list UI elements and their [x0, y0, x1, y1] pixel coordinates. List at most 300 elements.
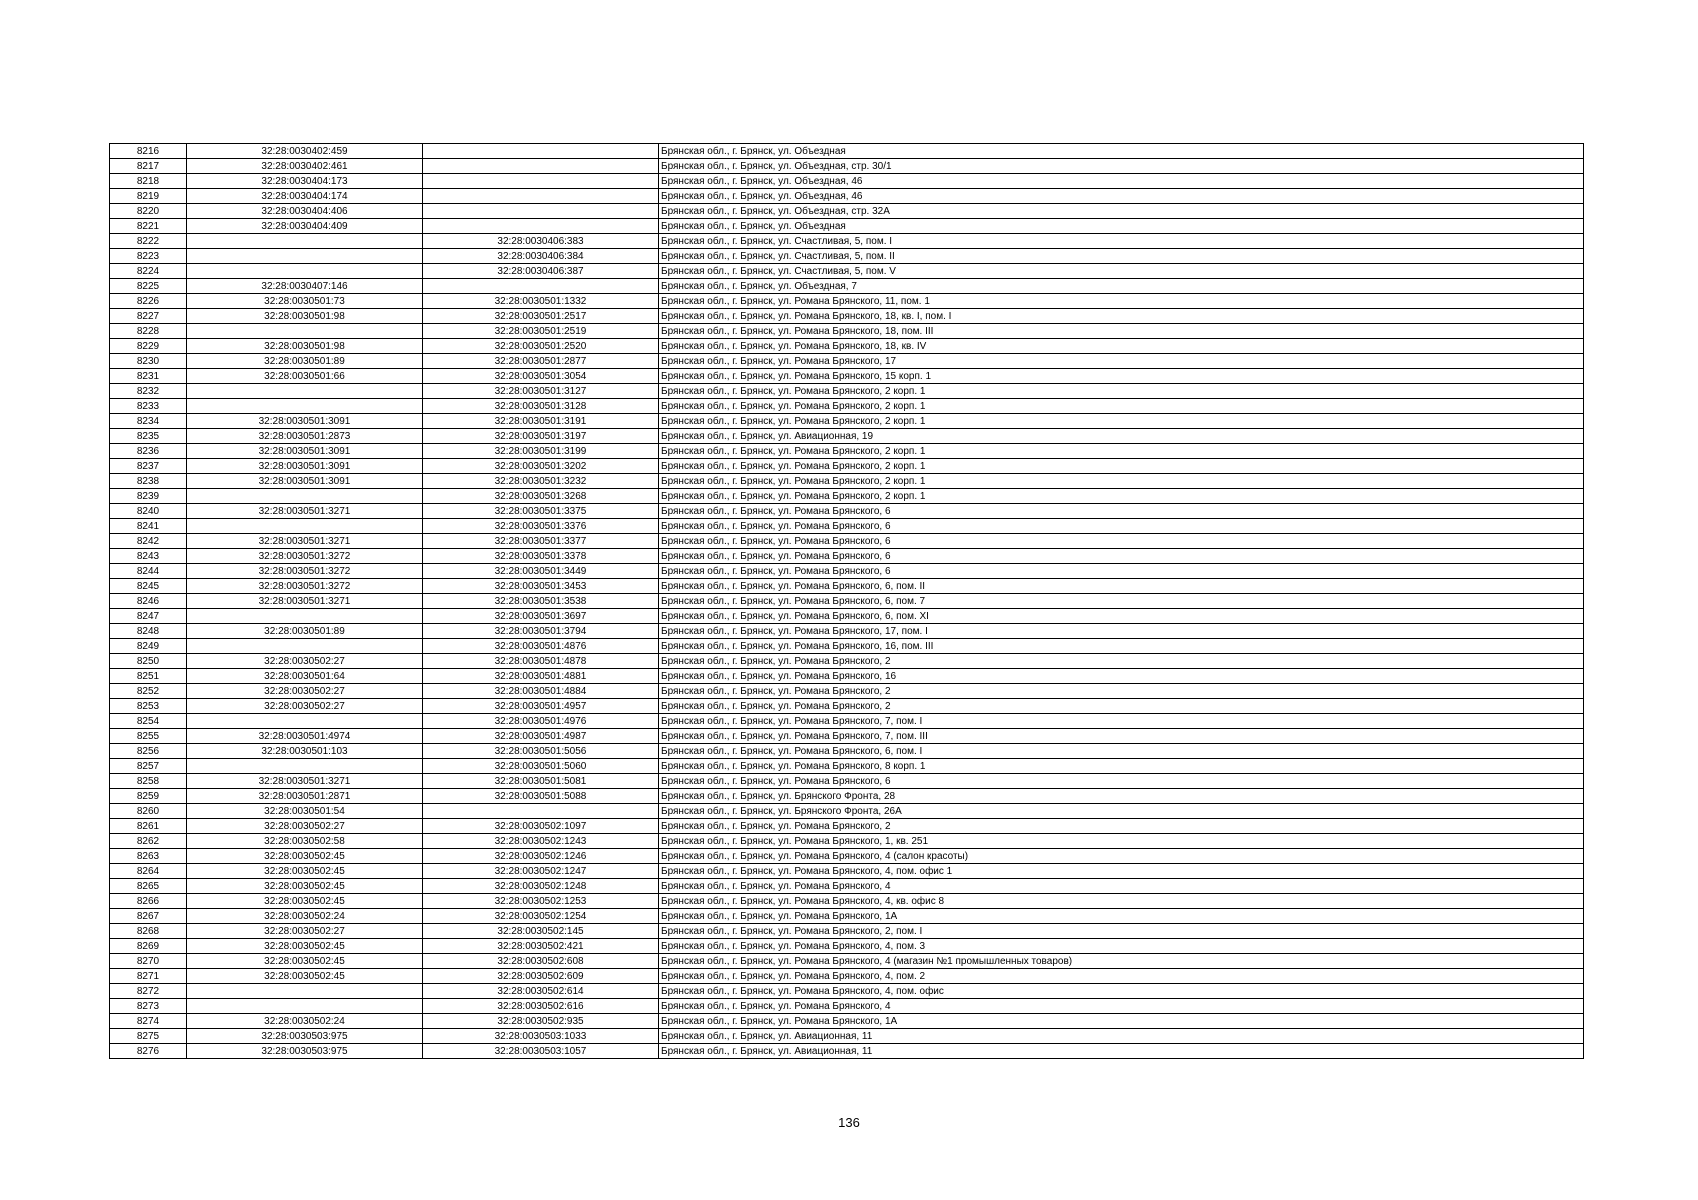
land-cadastral-number-cell: [187, 984, 423, 999]
land-cadastral-number-cell: 32:28:0030501:2873: [187, 429, 423, 444]
row-number-cell: 8233: [110, 399, 187, 414]
address-cell: Брянская обл., г. Брянск, ул. Объездная, 7: [659, 279, 1584, 294]
records-table-body: [110, 144, 1584, 1059]
object-cadastral-number-cell: 32:28:0030501:3794: [423, 624, 659, 639]
object-cadastral-number-cell: 32:28:0030501:4987: [423, 729, 659, 744]
address-cell: Брянская обл., г. Брянск, ул. Романа Брянского, 4, пом. офис 1: [659, 864, 1584, 879]
row-number-cell: 8265: [110, 879, 187, 894]
object-cadastral-number-cell: 32:28:0030501:2877: [423, 354, 659, 369]
land-cadastral-number-cell: [187, 639, 423, 654]
address-cell: Брянская обл., г. Брянск, ул. Романа Брянского, 18, пом. III: [659, 324, 1584, 339]
address-cell: Брянская обл., г. Брянск, ул. Романа Брянского, 2: [659, 819, 1584, 834]
address-cell: Брянская обл., г. Брянск, ул. Романа Брянского, 2 корп. 1: [659, 414, 1584, 429]
table-row: [110, 399, 1584, 414]
address-cell: Брянская обл., г. Брянск, ул. Романа Брянского, 4, пом. 3: [659, 939, 1584, 954]
table-row: [110, 954, 1584, 969]
land-cadastral-number-cell: 32:28:0030502:27: [187, 924, 423, 939]
land-cadastral-number-cell: 32:28:0030501:3272: [187, 549, 423, 564]
row-number-cell: 8268: [110, 924, 187, 939]
table-row: [110, 684, 1584, 699]
object-cadastral-number-cell: 32:28:0030501:3378: [423, 549, 659, 564]
table-row: [110, 504, 1584, 519]
address-cell: Брянская обл., г. Брянск, ул. Счастливая, 5, пом. I: [659, 234, 1584, 249]
row-number-cell: 8235: [110, 429, 187, 444]
table-row: [110, 909, 1584, 924]
table-row: [110, 1014, 1584, 1029]
object-cadastral-number-cell: 32:28:0030501:4957: [423, 699, 659, 714]
address-cell: Брянская обл., г. Брянск, ул. Романа Брянского, 2 корп. 1: [659, 459, 1584, 474]
table-row: [110, 759, 1584, 774]
object-cadastral-number-cell: 32:28:0030501:3127: [423, 384, 659, 399]
table-row: [110, 564, 1584, 579]
object-cadastral-number-cell: 32:28:0030501:4876: [423, 639, 659, 654]
address-cell: Брянская обл., г. Брянск, ул. Романа Брянского, 6, пом. I: [659, 744, 1584, 759]
object-cadastral-number-cell: 32:28:0030503:1033: [423, 1029, 659, 1044]
object-cadastral-number-cell: 32:28:0030502:1254: [423, 909, 659, 924]
address-cell: Брянская обл., г. Брянск, ул. Объездная, 46: [659, 174, 1584, 189]
land-cadastral-number-cell: 32:28:0030501:3091: [187, 474, 423, 489]
row-number-cell: 8223: [110, 249, 187, 264]
table-row: [110, 324, 1584, 339]
address-cell: Брянская обл., г. Брянск, ул. Романа Брянского, 4, пом. 2: [659, 969, 1584, 984]
table-row: [110, 774, 1584, 789]
row-number-cell: 8246: [110, 594, 187, 609]
row-number-cell: 8251: [110, 669, 187, 684]
row-number-cell: 8220: [110, 204, 187, 219]
object-cadastral-number-cell: 32:28:0030406:383: [423, 234, 659, 249]
land-cadastral-number-cell: [187, 519, 423, 534]
address-cell: Брянская обл., г. Брянск, ул. Брянского Фронта, 26А: [659, 804, 1584, 819]
land-cadastral-number-cell: 32:28:0030503:975: [187, 1029, 423, 1044]
table-row: [110, 234, 1584, 249]
row-number-cell: 8229: [110, 339, 187, 354]
land-cadastral-number-cell: [187, 399, 423, 414]
address-cell: Брянская обл., г. Брянск, ул. Романа Брянского, 1А: [659, 1014, 1584, 1029]
address-cell: Брянская обл., г. Брянск, ул. Объездная, стр. 30/1: [659, 159, 1584, 174]
row-number-cell: 8260: [110, 804, 187, 819]
row-number-cell: 8245: [110, 579, 187, 594]
table-row: [110, 429, 1584, 444]
object-cadastral-number-cell: 32:28:0030501:3449: [423, 564, 659, 579]
row-number-cell: 8224: [110, 264, 187, 279]
land-cadastral-number-cell: 32:28:0030404:409: [187, 219, 423, 234]
land-cadastral-number-cell: 32:28:0030502:58: [187, 834, 423, 849]
land-cadastral-number-cell: 32:28:0030501:103: [187, 744, 423, 759]
row-number-cell: 8276: [110, 1044, 187, 1059]
land-cadastral-number-cell: 32:28:0030501:3091: [187, 444, 423, 459]
row-number-cell: 8249: [110, 639, 187, 654]
land-cadastral-number-cell: 32:28:0030501:3271: [187, 594, 423, 609]
land-cadastral-number-cell: 32:28:0030501:3091: [187, 459, 423, 474]
object-cadastral-number-cell: 32:28:0030502:421: [423, 939, 659, 954]
table-row: [110, 789, 1584, 804]
land-cadastral-number-cell: 32:28:0030502:27: [187, 699, 423, 714]
land-cadastral-number-cell: [187, 324, 423, 339]
object-cadastral-number-cell: 32:28:0030501:3268: [423, 489, 659, 504]
address-cell: Брянская обл., г. Брянск, ул. Романа Брянского, 2 корп. 1: [659, 444, 1584, 459]
object-cadastral-number-cell: [423, 204, 659, 219]
table-row: [110, 579, 1584, 594]
address-cell: Брянская обл., г. Брянск, ул. Романа Брянского, 6: [659, 519, 1584, 534]
table-row: [110, 219, 1584, 234]
land-cadastral-number-cell: 32:28:0030501:3091: [187, 414, 423, 429]
land-cadastral-number-cell: 32:28:0030502:45: [187, 894, 423, 909]
row-number-cell: 8258: [110, 774, 187, 789]
row-number-cell: 8270: [110, 954, 187, 969]
address-cell: Брянская обл., г. Брянск, ул. Романа Брянского, 4 (салон красоты): [659, 849, 1584, 864]
address-cell: Брянская обл., г. Брянск, ул. Брянского Фронта, 28: [659, 789, 1584, 804]
land-cadastral-number-cell: [187, 999, 423, 1014]
row-number-cell: 8234: [110, 414, 187, 429]
object-cadastral-number-cell: 32:28:0030502:608: [423, 954, 659, 969]
land-cadastral-number-cell: 32:28:0030502:27: [187, 819, 423, 834]
row-number-cell: 8222: [110, 234, 187, 249]
address-cell: Брянская обл., г. Брянск, ул. Авиационная, 19: [659, 429, 1584, 444]
address-cell: Брянская обл., г. Брянск, ул. Романа Брянского, 8 корп. 1: [659, 759, 1584, 774]
address-cell: Брянская обл., г. Брянск, ул. Романа Брянского, 4 (магазин №1 промышленных товаров): [659, 954, 1584, 969]
table-row: [110, 654, 1584, 669]
table-row: [110, 339, 1584, 354]
address-cell: Брянская обл., г. Брянск, ул. Романа Брянского, 6, пом. II: [659, 579, 1584, 594]
row-number-cell: 8254: [110, 714, 187, 729]
land-cadastral-number-cell: 32:28:0030404:174: [187, 189, 423, 204]
table-row: [110, 879, 1584, 894]
object-cadastral-number-cell: 32:28:0030501:2520: [423, 339, 659, 354]
row-number-cell: 8219: [110, 189, 187, 204]
table-row: [110, 174, 1584, 189]
land-cadastral-number-cell: 32:28:0030501:3272: [187, 564, 423, 579]
table-row: [110, 309, 1584, 324]
table-row: [110, 864, 1584, 879]
object-cadastral-number-cell: 32:28:0030501:3202: [423, 459, 659, 474]
object-cadastral-number-cell: 32:28:0030501:5060: [423, 759, 659, 774]
address-cell: Брянская обл., г. Брянск, ул. Романа Брянского, 6: [659, 564, 1584, 579]
row-number-cell: 8262: [110, 834, 187, 849]
table-row: [110, 204, 1584, 219]
object-cadastral-number-cell: 32:28:0030501:5081: [423, 774, 659, 789]
row-number-cell: 8263: [110, 849, 187, 864]
address-cell: Брянская обл., г. Брянск, ул. Романа Брянского, 16: [659, 669, 1584, 684]
row-number-cell: 8218: [110, 174, 187, 189]
object-cadastral-number-cell: 32:28:0030501:3232: [423, 474, 659, 489]
table-row: [110, 1029, 1584, 1044]
object-cadastral-number-cell: 32:28:0030502:1248: [423, 879, 659, 894]
table-row: [110, 969, 1584, 984]
land-cadastral-number-cell: [187, 234, 423, 249]
row-number-cell: 8252: [110, 684, 187, 699]
address-cell: Брянская обл., г. Брянск, ул. Романа Брянского, 4: [659, 879, 1584, 894]
address-cell: Брянская обл., г. Брянск, ул. Романа Брянского, 4, кв. офис 8: [659, 894, 1584, 909]
address-cell: Брянская обл., г. Брянск, ул. Романа Брянского, 1А: [659, 909, 1584, 924]
table-row: [110, 294, 1584, 309]
object-cadastral-number-cell: [423, 159, 659, 174]
row-number-cell: 8272: [110, 984, 187, 999]
table-row: [110, 939, 1584, 954]
object-cadastral-number-cell: 32:28:0030501:3377: [423, 534, 659, 549]
land-cadastral-number-cell: [187, 489, 423, 504]
address-cell: Брянская обл., г. Брянск, ул. Романа Брянского, 2 корп. 1: [659, 399, 1584, 414]
land-cadastral-number-cell: 32:28:0030502:45: [187, 879, 423, 894]
address-cell: Брянская обл., г. Брянск, ул. Романа Брянского, 6: [659, 504, 1584, 519]
land-cadastral-number-cell: 32:28:0030502:45: [187, 849, 423, 864]
object-cadastral-number-cell: 32:28:0030501:4881: [423, 669, 659, 684]
row-number-cell: 8231: [110, 369, 187, 384]
object-cadastral-number-cell: 32:28:0030502:1246: [423, 849, 659, 864]
table-row: [110, 519, 1584, 534]
address-cell: Брянская обл., г. Брянск, ул. Романа Брянского, 1, кв. 251: [659, 834, 1584, 849]
address-cell: Брянская обл., г. Брянск, ул. Объездная: [659, 219, 1584, 234]
address-cell: Брянская обл., г. Брянск, ул. Романа Брянского, 2: [659, 684, 1584, 699]
address-cell: Брянская обл., г. Брянск, ул. Авиационная, 11: [659, 1029, 1584, 1044]
row-number-cell: 8228: [110, 324, 187, 339]
table-row: [110, 594, 1584, 609]
address-cell: Брянская обл., г. Брянск, ул. Романа Брянского, 18, кв. IV: [659, 339, 1584, 354]
table-row: [110, 549, 1584, 564]
address-cell: Брянская обл., г. Брянск, ул. Романа Брянского, 6: [659, 534, 1584, 549]
row-number-cell: 8221: [110, 219, 187, 234]
table-row: [110, 384, 1584, 399]
address-cell: Брянская обл., г. Брянск, ул. Романа Брянского, 17, пом. I: [659, 624, 1584, 639]
row-number-cell: 8269: [110, 939, 187, 954]
land-cadastral-number-cell: 32:28:0030501:54: [187, 804, 423, 819]
table-row: [110, 444, 1584, 459]
row-number-cell: 8274: [110, 1014, 187, 1029]
land-cadastral-number-cell: 32:28:0030407:146: [187, 279, 423, 294]
table-row: [110, 189, 1584, 204]
object-cadastral-number-cell: [423, 189, 659, 204]
table-row: [110, 984, 1584, 999]
address-cell: Брянская обл., г. Брянск, ул. Объездная, стр. 32А: [659, 204, 1584, 219]
address-cell: Брянская обл., г. Брянск, ул. Романа Брянского, 7, пом. III: [659, 729, 1584, 744]
land-cadastral-number-cell: [187, 759, 423, 774]
table-row: [110, 369, 1584, 384]
table-row: [110, 639, 1584, 654]
address-cell: Брянская обл., г. Брянск, ул. Счастливая, 5, пом. V: [659, 264, 1584, 279]
address-cell: Брянская обл., г. Брянск, ул. Романа Брянского, 6: [659, 774, 1584, 789]
land-cadastral-number-cell: 32:28:0030502:45: [187, 969, 423, 984]
address-cell: Брянская обл., г. Брянск, ул. Романа Брянского, 16, пом. III: [659, 639, 1584, 654]
object-cadastral-number-cell: 32:28:0030501:4884: [423, 684, 659, 699]
row-number-cell: 8256: [110, 744, 187, 759]
row-number-cell: 8257: [110, 759, 187, 774]
address-cell: Брянская обл., г. Брянск, ул. Объездная, 46: [659, 189, 1584, 204]
address-cell: Брянская обл., г. Брянск, ул. Романа Брянского, 11, пом. 1: [659, 294, 1584, 309]
object-cadastral-number-cell: 32:28:0030501:2519: [423, 324, 659, 339]
object-cadastral-number-cell: 32:28:0030501:1332: [423, 294, 659, 309]
table-row: [110, 714, 1584, 729]
row-number-cell: 8237: [110, 459, 187, 474]
address-cell: Брянская обл., г. Брянск, ул. Романа Брянского, 2: [659, 654, 1584, 669]
row-number-cell: 8227: [110, 309, 187, 324]
land-cadastral-number-cell: 32:28:0030404:406: [187, 204, 423, 219]
row-number-cell: 8266: [110, 894, 187, 909]
land-cadastral-number-cell: 32:28:0030501:73: [187, 294, 423, 309]
records-table: [109, 143, 1584, 1059]
object-cadastral-number-cell: 32:28:0030501:5056: [423, 744, 659, 759]
object-cadastral-number-cell: 32:28:0030502:616: [423, 999, 659, 1014]
row-number-cell: 8216: [110, 144, 187, 159]
land-cadastral-number-cell: [187, 249, 423, 264]
table-row: [110, 459, 1584, 474]
address-cell: Брянская обл., г. Брянск, ул. Романа Брянского, 6: [659, 549, 1584, 564]
land-cadastral-number-cell: 32:28:0030501:66: [187, 369, 423, 384]
land-cadastral-number-cell: 32:28:0030402:461: [187, 159, 423, 174]
land-cadastral-number-cell: 32:28:0030503:975: [187, 1044, 423, 1059]
row-number-cell: 8217: [110, 159, 187, 174]
address-cell: Брянская обл., г. Брянск, ул. Объездная: [659, 144, 1584, 159]
address-cell: Брянская обл., г. Брянск, ул. Романа Брянского, 18, кв. I, пом. I: [659, 309, 1584, 324]
table-row: [110, 1044, 1584, 1059]
land-cadastral-number-cell: 32:28:0030402:459: [187, 144, 423, 159]
object-cadastral-number-cell: 32:28:0030406:387: [423, 264, 659, 279]
land-cadastral-number-cell: [187, 609, 423, 624]
row-number-cell: 8239: [110, 489, 187, 504]
address-cell: Брянская обл., г. Брянск, ул. Романа Брянского, 7, пом. I: [659, 714, 1584, 729]
table-row: [110, 999, 1584, 1014]
object-cadastral-number-cell: 32:28:0030501:3191: [423, 414, 659, 429]
object-cadastral-number-cell: 32:28:0030501:3128: [423, 399, 659, 414]
table-row: [110, 699, 1584, 714]
object-cadastral-number-cell: 32:28:0030502:1247: [423, 864, 659, 879]
object-cadastral-number-cell: 32:28:0030501:3199: [423, 444, 659, 459]
land-cadastral-number-cell: 32:28:0030501:3271: [187, 504, 423, 519]
land-cadastral-number-cell: 32:28:0030502:45: [187, 939, 423, 954]
object-cadastral-number-cell: [423, 144, 659, 159]
row-number-cell: 8255: [110, 729, 187, 744]
object-cadastral-number-cell: 32:28:0030406:384: [423, 249, 659, 264]
land-cadastral-number-cell: [187, 264, 423, 279]
object-cadastral-number-cell: [423, 174, 659, 189]
row-number-cell: 8271: [110, 969, 187, 984]
land-cadastral-number-cell: [187, 714, 423, 729]
land-cadastral-number-cell: 32:28:0030404:173: [187, 174, 423, 189]
row-number-cell: 8243: [110, 549, 187, 564]
table-row: [110, 624, 1584, 639]
table-row: [110, 744, 1584, 759]
table-row: [110, 489, 1584, 504]
object-cadastral-number-cell: 32:28:0030501:3197: [423, 429, 659, 444]
row-number-cell: 8264: [110, 864, 187, 879]
land-cadastral-number-cell: 32:28:0030502:45: [187, 864, 423, 879]
object-cadastral-number-cell: 32:28:0030501:3375: [423, 504, 659, 519]
table-row: [110, 819, 1584, 834]
table-row: [110, 144, 1584, 159]
row-number-cell: 8253: [110, 699, 187, 714]
object-cadastral-number-cell: 32:28:0030501:5088: [423, 789, 659, 804]
land-cadastral-number-cell: 32:28:0030501:3271: [187, 774, 423, 789]
table-row: [110, 609, 1584, 624]
table-row: [110, 534, 1584, 549]
object-cadastral-number-cell: 32:28:0030501:3453: [423, 579, 659, 594]
row-number-cell: 8267: [110, 909, 187, 924]
address-cell: Брянская обл., г. Брянск, ул. Романа Брянского, 2 корп. 1: [659, 489, 1584, 504]
row-number-cell: 8248: [110, 624, 187, 639]
object-cadastral-number-cell: 32:28:0030502:935: [423, 1014, 659, 1029]
land-cadastral-number-cell: 32:28:0030502:27: [187, 654, 423, 669]
table-row: [110, 249, 1584, 264]
row-number-cell: 8275: [110, 1029, 187, 1044]
address-cell: Брянская обл., г. Брянск, ул. Романа Брянского, 6, пом. XI: [659, 609, 1584, 624]
address-cell: Брянская обл., г. Брянск, ул. Романа Брянского, 4: [659, 999, 1584, 1014]
row-number-cell: 8232: [110, 384, 187, 399]
table-row: [110, 729, 1584, 744]
table-row: [110, 159, 1584, 174]
land-cadastral-number-cell: 32:28:0030502:45: [187, 954, 423, 969]
row-number-cell: 8240: [110, 504, 187, 519]
object-cadastral-number-cell: [423, 804, 659, 819]
object-cadastral-number-cell: 32:28:0030502:1097: [423, 819, 659, 834]
table-row: [110, 849, 1584, 864]
land-cadastral-number-cell: 32:28:0030501:89: [187, 624, 423, 639]
address-cell: Брянская обл., г. Брянск, ул. Счастливая, 5, пом. II: [659, 249, 1584, 264]
land-cadastral-number-cell: 32:28:0030501:89: [187, 354, 423, 369]
object-cadastral-number-cell: 32:28:0030502:145: [423, 924, 659, 939]
object-cadastral-number-cell: 32:28:0030501:3376: [423, 519, 659, 534]
row-number-cell: 8226: [110, 294, 187, 309]
row-number-cell: 8230: [110, 354, 187, 369]
land-cadastral-number-cell: 32:28:0030502:24: [187, 909, 423, 924]
object-cadastral-number-cell: 32:28:0030501:3054: [423, 369, 659, 384]
table-row: [110, 474, 1584, 489]
row-number-cell: 8236: [110, 444, 187, 459]
object-cadastral-number-cell: [423, 279, 659, 294]
object-cadastral-number-cell: 32:28:0030501:4976: [423, 714, 659, 729]
address-cell: Брянская обл., г. Брянск, ул. Романа Брянского, 17: [659, 354, 1584, 369]
land-cadastral-number-cell: 32:28:0030501:3271: [187, 534, 423, 549]
address-cell: Брянская обл., г. Брянск, ул. Романа Брянского, 2 корп. 1: [659, 474, 1584, 489]
table-row: [110, 414, 1584, 429]
object-cadastral-number-cell: 32:28:0030503:1057: [423, 1044, 659, 1059]
address-cell: Брянская обл., г. Брянск, ул. Романа Брянского, 6, пом. 7: [659, 594, 1584, 609]
object-cadastral-number-cell: 32:28:0030502:1253: [423, 894, 659, 909]
row-number-cell: 8242: [110, 534, 187, 549]
table-row: [110, 894, 1584, 909]
address-cell: Брянская обл., г. Брянск, ул. Романа Брянского, 2: [659, 699, 1584, 714]
object-cadastral-number-cell: 32:28:0030502:614: [423, 984, 659, 999]
row-number-cell: 8244: [110, 564, 187, 579]
table-row: [110, 354, 1584, 369]
address-cell: Брянская обл., г. Брянск, ул. Романа Брянского, 2 корп. 1: [659, 384, 1584, 399]
land-cadastral-number-cell: 32:28:0030502:24: [187, 1014, 423, 1029]
object-cadastral-number-cell: [423, 219, 659, 234]
row-number-cell: 8273: [110, 999, 187, 1014]
row-number-cell: 8241: [110, 519, 187, 534]
object-cadastral-number-cell: 32:28:0030501:3697: [423, 609, 659, 624]
row-number-cell: 8238: [110, 474, 187, 489]
object-cadastral-number-cell: 32:28:0030502:609: [423, 969, 659, 984]
land-cadastral-number-cell: 32:28:0030501:64: [187, 669, 423, 684]
row-number-cell: 8247: [110, 609, 187, 624]
table-row: [110, 834, 1584, 849]
land-cadastral-number-cell: 32:28:0030501:4974: [187, 729, 423, 744]
table-row: [110, 804, 1584, 819]
land-cadastral-number-cell: 32:28:0030501:3272: [187, 579, 423, 594]
object-cadastral-number-cell: 32:28:0030501:4878: [423, 654, 659, 669]
table-row: [110, 279, 1584, 294]
row-number-cell: 8261: [110, 819, 187, 834]
land-cadastral-number-cell: 32:28:0030501:98: [187, 309, 423, 324]
page-number: 136: [838, 1115, 860, 1130]
address-cell: Брянская обл., г. Брянск, ул. Романа Брянского, 15 корп. 1: [659, 369, 1584, 384]
table-row: [110, 264, 1584, 279]
row-number-cell: 8225: [110, 279, 187, 294]
table-row: [110, 669, 1584, 684]
row-number-cell: 8259: [110, 789, 187, 804]
object-cadastral-number-cell: 32:28:0030501:3538: [423, 594, 659, 609]
land-cadastral-number-cell: 32:28:0030501:98: [187, 339, 423, 354]
land-cadastral-number-cell: [187, 384, 423, 399]
address-cell: Брянская обл., г. Брянск, ул. Романа Брянского, 2, пом. I: [659, 924, 1584, 939]
